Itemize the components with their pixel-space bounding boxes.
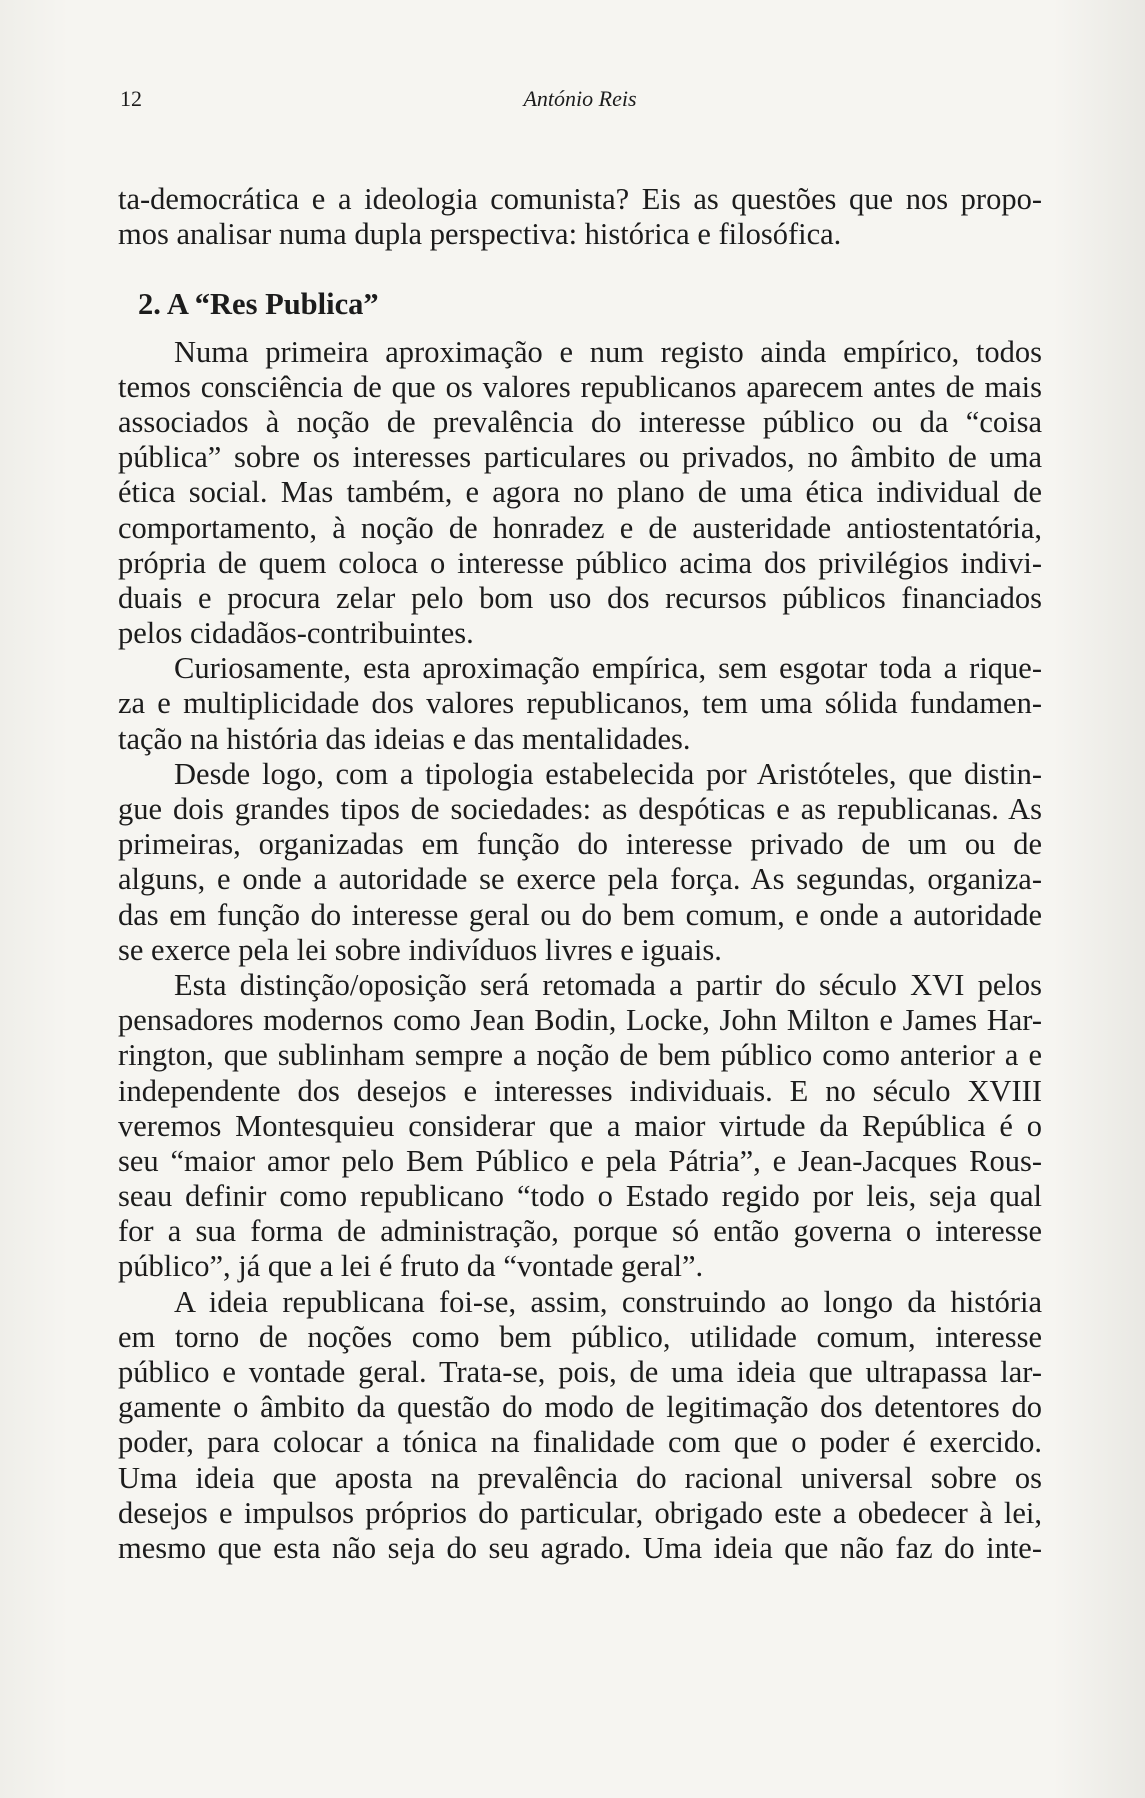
text-line: associados à noção de prevalência do interesse público ou da “coisa bbox=[118, 404, 1042, 439]
text-line: Esta distinção/oposição será retomada a partir do século XVI pelos bbox=[174, 967, 1042, 1002]
text-line: própria de quem coloca o interesse público acima dos privilégios indivi- bbox=[118, 545, 1042, 580]
section-heading: 2. A “Res Publica” bbox=[138, 287, 379, 322]
page-body bbox=[118, 182, 1042, 1566]
text-line: gue dois grandes tipos de sociedades: as despóticas e as republicanas. As bbox=[118, 792, 1042, 826]
text-line: temos consciência de que os valores republicanos aparecem antes de mais bbox=[118, 369, 1042, 404]
page-number: 12 bbox=[120, 86, 142, 111]
text-line: das em função do interesse geral ou do bem comum, e onde a autoridade bbox=[118, 897, 1042, 932]
text-line: Uma ideia que aposta na prevalência do racional universal sobre os bbox=[118, 1460, 1042, 1495]
text-line: desejos e impulsos próprios do particular, obrigado este a obedecer à lei, bbox=[118, 1495, 1042, 1530]
text-line: mesmo que esta não seja do seu agrado. Uma ideia que não faz do inte- bbox=[118, 1530, 1042, 1565]
text-line: Desde logo, com a tipologia estabelecida por Aristóteles, que distin- bbox=[174, 756, 1042, 791]
text-line: veremos Montesquieu considerar que a maior virtude da República é o bbox=[118, 1108, 1042, 1143]
text-line: mos analisar numa dupla perspectiva: histórica e filosófica. bbox=[118, 217, 842, 252]
text-line: duais e procura zelar pelo bom uso dos recursos públicos financiados bbox=[118, 580, 1042, 615]
text-line: gamente o âmbito da questão do modo de legitimação dos detentores do bbox=[118, 1390, 1042, 1425]
text-line: primeiras, organizadas em função do interesse privado de um ou de bbox=[118, 827, 1042, 862]
text-line: Curiosamente, esta aproximação empírica, sem esgotar toda a rique- bbox=[174, 651, 1042, 686]
text-line: tação na história das ideias e das mentalidades. bbox=[118, 721, 691, 756]
text-line: ética social. Mas também, e agora no plano de uma ética individual de bbox=[118, 475, 1042, 510]
text-line: público e vontade geral. Trata-se, pois, de uma ideia que ultrapassa lar- bbox=[118, 1355, 1042, 1389]
text-line: em torno de noções como bem público, utilidade comum, interesse bbox=[118, 1319, 1042, 1354]
text-line: pelos cidadãos-contribuintes. bbox=[118, 616, 474, 651]
page-header bbox=[120, 86, 1040, 118]
text-line: pensadores modernos como Jean Bodin, Locke, John Milton e James Har- bbox=[118, 1003, 1042, 1038]
text-line: poder, para colocar a tónica na finalidade com que o poder é exercido. bbox=[118, 1425, 1042, 1460]
text-line: for a sua forma de administração, porque só então governa o interesse bbox=[118, 1214, 1042, 1249]
text-line: ta-democrática e a ideologia comunista? Eis as questões que nos propo- bbox=[118, 182, 1042, 216]
text-line: se exerce pela lei sobre indivíduos livres e iguais. bbox=[118, 932, 722, 967]
text-line: comportamento, à noção de honradez e de austeridade antiostentatória, bbox=[118, 510, 1042, 545]
running-head: António Reis bbox=[523, 86, 637, 111]
text-line: alguns, e onde a autoridade se exerce pela força. As segundas, organiza- bbox=[118, 862, 1042, 897]
text-line: público”, já que a lei é fruto da “vontade geral”. bbox=[118, 1249, 704, 1284]
text-line: independente dos desejos e interesses individuais. E no século XVIII bbox=[118, 1073, 1042, 1108]
text-line: Numa primeira aproximação e num registo ainda empírico, todos bbox=[174, 334, 1042, 369]
text-line: rington, que sublinham sempre a noção de bem público como anterior a e bbox=[118, 1038, 1042, 1073]
text-line: seu “maior amor pelo Bem Público e pela Pátria”, e Jean-Jacques Rous- bbox=[118, 1143, 1042, 1178]
text-line: za e multiplicidade dos valores republicanos, tem uma sólida fundamen- bbox=[118, 686, 1042, 721]
text-line: seau definir como republicano “todo o Estado regido por leis, seja qual bbox=[118, 1179, 1042, 1214]
text-line: pública” sobre os interesses particulares ou privados, no âmbito de uma bbox=[118, 440, 1042, 475]
text-line: A ideia republicana foi-se, assim, construindo ao longo da história bbox=[174, 1284, 1042, 1319]
